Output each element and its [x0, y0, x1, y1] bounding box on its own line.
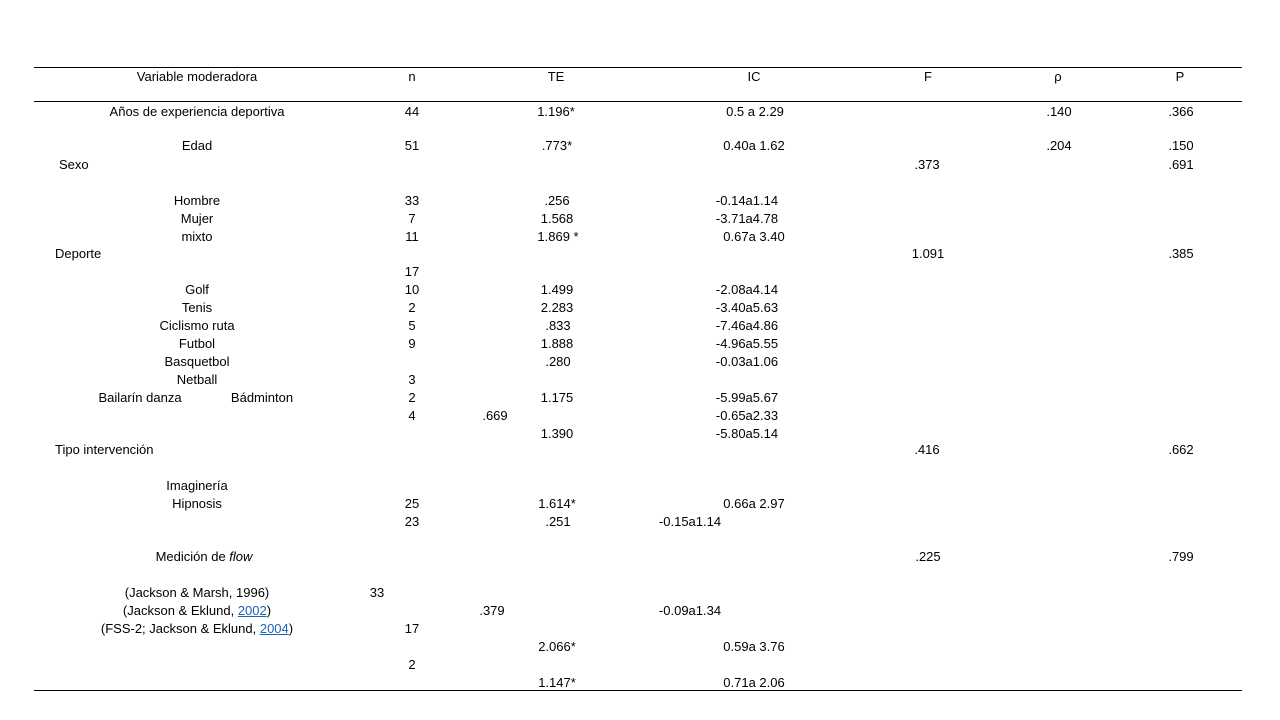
- table-cell: .416: [914, 442, 940, 457]
- table-cell: Bailarín danza: [98, 390, 182, 405]
- table-cell: .662: [1168, 442, 1194, 457]
- table-cell: 2: [408, 300, 416, 315]
- table-cell: 0.67a 3.40: [723, 229, 785, 244]
- table-cell: Ciclismo ruta: [159, 318, 235, 333]
- table-cell: 10: [404, 282, 420, 297]
- citation-link-2002[interactable]: 2002: [237, 603, 267, 618]
- table-cell: 1.888: [540, 336, 574, 351]
- header-rho: ρ: [1054, 69, 1062, 84]
- table-cell: -0.65a2.33: [715, 408, 779, 423]
- citation-suffix: ): [288, 621, 294, 636]
- table-cell: 1.568: [540, 211, 574, 226]
- table-cell: -0.09a1.34: [658, 603, 722, 618]
- table-cell: 1.869 *: [537, 229, 579, 244]
- table-cell: .669: [482, 408, 508, 423]
- table-cell: Tenis: [181, 300, 213, 315]
- table-cell: 0.40a 1.62: [723, 138, 785, 153]
- table-cell: 1.147*: [538, 675, 576, 690]
- table-cell: Años de experiencia deportiva: [109, 104, 285, 119]
- table-cell: .225: [915, 549, 941, 564]
- table-cell: Hombre: [173, 193, 221, 208]
- table-cell: 44: [404, 104, 420, 119]
- table-cell: Futbol: [178, 336, 216, 351]
- table-cell: 17: [404, 621, 420, 636]
- table-cell: 4: [408, 408, 416, 423]
- table-cell: .140: [1046, 104, 1072, 119]
- table-cell: mixto: [181, 229, 213, 244]
- citation-prefix: (Jackson & Eklund,: [122, 603, 238, 618]
- table-cell: Golf: [185, 282, 209, 297]
- table-cell: -4.96a5.55: [715, 336, 779, 351]
- table-top-rule: [34, 67, 1242, 68]
- header-f: F: [924, 69, 932, 84]
- table-cell: Edad: [181, 138, 213, 153]
- medicion-italic: flow: [229, 549, 253, 564]
- table-cell: 1.091: [911, 246, 945, 261]
- table-cell: .799: [1168, 549, 1194, 564]
- table-cell: (Jackson & Marsh, 1996): [124, 585, 270, 600]
- table-cell: 9: [408, 336, 416, 351]
- table-cell: 2.283: [540, 300, 574, 315]
- header-p: P: [1175, 69, 1185, 84]
- table-bottom-rule: [34, 690, 1242, 691]
- medicion-prefix: Medición de: [155, 549, 230, 564]
- table-cell: Tipo intervención: [55, 442, 154, 457]
- table-cell: .385: [1168, 246, 1194, 261]
- table-cell: Netball: [176, 372, 218, 387]
- table-cell: -2.08a4.14: [715, 282, 779, 297]
- table-cell: 1.175: [540, 390, 574, 405]
- table-cell: 51: [404, 138, 420, 153]
- citation-fss2-2004: [101, 621, 293, 636]
- table-cell: -0.15a1.14: [658, 514, 722, 529]
- medicion-flow-label: [156, 549, 253, 564]
- table-cell: -3.71a4.78: [715, 211, 779, 226]
- table-cell: 17: [404, 264, 420, 279]
- table-cell: 2: [408, 657, 416, 672]
- table-cell: -0.03a1.06: [715, 354, 779, 369]
- table-cell: Imaginería: [166, 478, 228, 493]
- table-cell: 25: [404, 496, 420, 511]
- table-cell: -3.40a5.63: [715, 300, 779, 315]
- table-cell: 23: [404, 514, 420, 529]
- table-cell: .773*: [541, 138, 573, 153]
- table-cell: 5: [408, 318, 416, 333]
- table-cell: 0.71a 2.06: [723, 675, 785, 690]
- table-cell: .373: [914, 157, 940, 172]
- table-cell: 33: [404, 193, 420, 208]
- table-cell: .833: [545, 318, 571, 333]
- table-cell: 0.66a 2.97: [723, 496, 785, 511]
- table-cell: -5.80a5.14: [715, 426, 779, 441]
- table-cell: Sexo: [59, 157, 89, 172]
- table-cell: .280: [545, 354, 571, 369]
- table-cell: 33: [369, 585, 385, 600]
- table-cell: Basquetbol: [164, 354, 230, 369]
- table-cell: 1.614*: [538, 496, 576, 511]
- table-cell: Bádminton: [230, 390, 294, 405]
- table-cell: 0.5 a 2.29: [726, 104, 784, 119]
- table-cell: 2: [408, 390, 416, 405]
- table-cell: 11: [405, 229, 419, 244]
- table-cell: 1.390: [540, 426, 574, 441]
- table-cell: .251: [545, 514, 571, 529]
- table-cell: .204: [1046, 138, 1072, 153]
- header-te: TE: [547, 69, 565, 84]
- table-cell: -0.14a1.14: [715, 193, 779, 208]
- table-cell: .256: [544, 193, 570, 208]
- table-header-rule: [34, 101, 1242, 102]
- table-cell: Deporte: [55, 246, 102, 261]
- citation-jackson-eklund-2002: [123, 603, 271, 618]
- header-variable: Variable moderadora: [136, 69, 258, 84]
- citation-prefix: (FSS-2; Jackson & Eklund,: [100, 621, 260, 636]
- table-cell: 0.59a 3.76: [723, 639, 785, 654]
- table-cell: .150: [1168, 138, 1194, 153]
- table-cell: 3: [408, 372, 416, 387]
- table-cell: 2.066*: [538, 639, 576, 654]
- citation-link-2004[interactable]: 2004: [259, 621, 289, 636]
- table-cell: 1.196*: [537, 104, 575, 119]
- table-cell: .379: [479, 603, 505, 618]
- table-cell: Hipnosis: [172, 496, 222, 511]
- table-cell: -7.46a4.86: [715, 318, 779, 333]
- table-cell: 1.499: [540, 282, 574, 297]
- table-cell: .366: [1168, 104, 1194, 119]
- table-cell: .691: [1168, 157, 1194, 172]
- header-n: n: [408, 69, 416, 84]
- citation-suffix: ): [266, 603, 272, 618]
- header-ic: IC: [747, 69, 761, 84]
- table-cell: 7: [408, 211, 416, 226]
- table-cell: Mujer: [180, 211, 214, 226]
- table-cell: -5.99a5.67: [715, 390, 779, 405]
